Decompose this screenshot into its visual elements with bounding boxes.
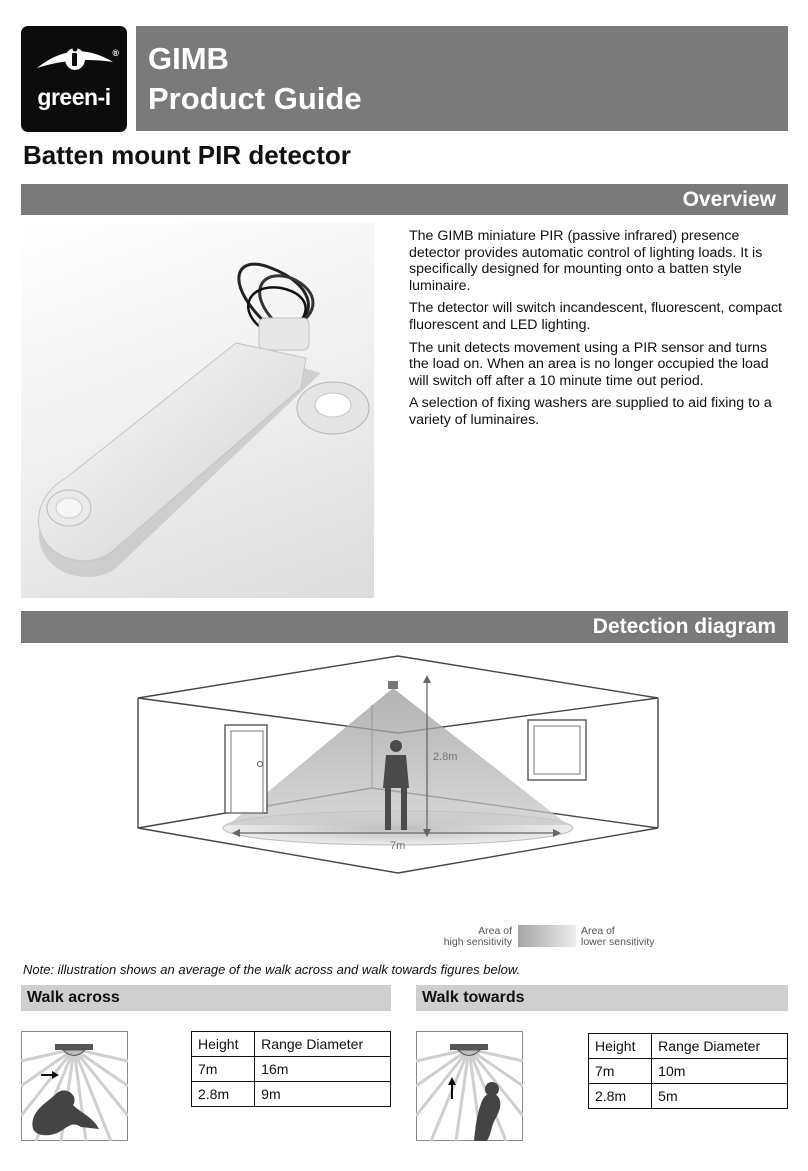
table-row xyxy=(192,1032,391,1057)
walk-across-diagram xyxy=(21,1031,128,1141)
table-row xyxy=(589,1034,788,1059)
walk-towards-diagram xyxy=(416,1031,523,1141)
overview-heading: Overview xyxy=(682,188,776,211)
overview-paragraph-4: A selection of fixing washers are supplied to aid fixing to a variety of luminaires. xyxy=(409,395,772,428)
walk-towards-table xyxy=(588,1033,788,1109)
table-row xyxy=(192,1057,391,1082)
detection-room-diagram xyxy=(0,643,808,958)
legend-low-line1: Area of xyxy=(581,925,615,937)
pir-detector-illustration xyxy=(21,223,374,598)
table-cell: 9m xyxy=(255,1082,391,1107)
table-cell: 5m xyxy=(652,1084,788,1109)
table-header-range: Range Diameter xyxy=(255,1032,391,1057)
table-cell: 2.8m xyxy=(589,1084,652,1109)
walk-towards-heading: Walk towards xyxy=(422,989,525,1006)
table-row xyxy=(589,1059,788,1084)
walk-across-table xyxy=(191,1031,391,1107)
walk-across-heading: Walk across xyxy=(27,989,120,1006)
table-header-range: Range Diameter xyxy=(652,1034,788,1059)
walk-towards-bar xyxy=(416,985,788,1011)
height-label: 2.8m xyxy=(433,751,458,763)
table-header-height: Height xyxy=(589,1034,652,1059)
legend-low-line2: lower sensitivity xyxy=(581,936,655,948)
title-band xyxy=(136,26,788,131)
width-label: 7m xyxy=(390,840,406,852)
table-cell: 7m xyxy=(192,1057,255,1082)
legend-high-line2: high sensitivity xyxy=(443,936,512,948)
legend-high-line1: Area of xyxy=(478,925,512,937)
illustration-note: Note: illustration shows an average of the walk across and walk towards figures below. xyxy=(23,962,521,977)
eye-logo-icon xyxy=(21,26,127,86)
detection-section-bar xyxy=(21,611,788,643)
sensitivity-legend-gradient xyxy=(518,925,576,947)
brand-name: green-i xyxy=(37,84,111,110)
table-row xyxy=(589,1084,788,1109)
table-cell: 7m xyxy=(589,1059,652,1084)
table-cell: 16m xyxy=(255,1057,391,1082)
registered-mark: ® xyxy=(112,48,119,58)
table-header-height: Height xyxy=(192,1032,255,1057)
product-photo xyxy=(21,223,374,598)
table-row xyxy=(192,1082,391,1107)
overview-paragraph-2: The detector will switch incandescent, fluorescent, compact fluorescent and LED lighting. xyxy=(409,300,782,333)
overview-text xyxy=(409,228,789,435)
page-title: Batten mount PIR detector xyxy=(23,140,351,170)
overview-paragraph-1: The GIMB miniature PIR (passive infrared) presence detector provides automatic control of lighting loads. It is specifically designed for mounting onto a batten style luminaire. xyxy=(409,228,763,294)
table-cell: 2.8m xyxy=(192,1082,255,1107)
overview-section-bar xyxy=(21,184,788,215)
overview-paragraph-3: The unit detects movement using a PIR sensor and turns the load on. When an area is no longer occupied the load will switch off after a 10 minute time out period. xyxy=(409,339,769,389)
guide-title: Product Guide xyxy=(148,81,362,116)
brand-logo xyxy=(21,26,127,132)
table-cell: 10m xyxy=(652,1059,788,1084)
detection-heading: Detection diagram xyxy=(592,615,776,638)
walk-across-bar xyxy=(21,985,391,1011)
product-code: GIMB xyxy=(148,41,229,76)
